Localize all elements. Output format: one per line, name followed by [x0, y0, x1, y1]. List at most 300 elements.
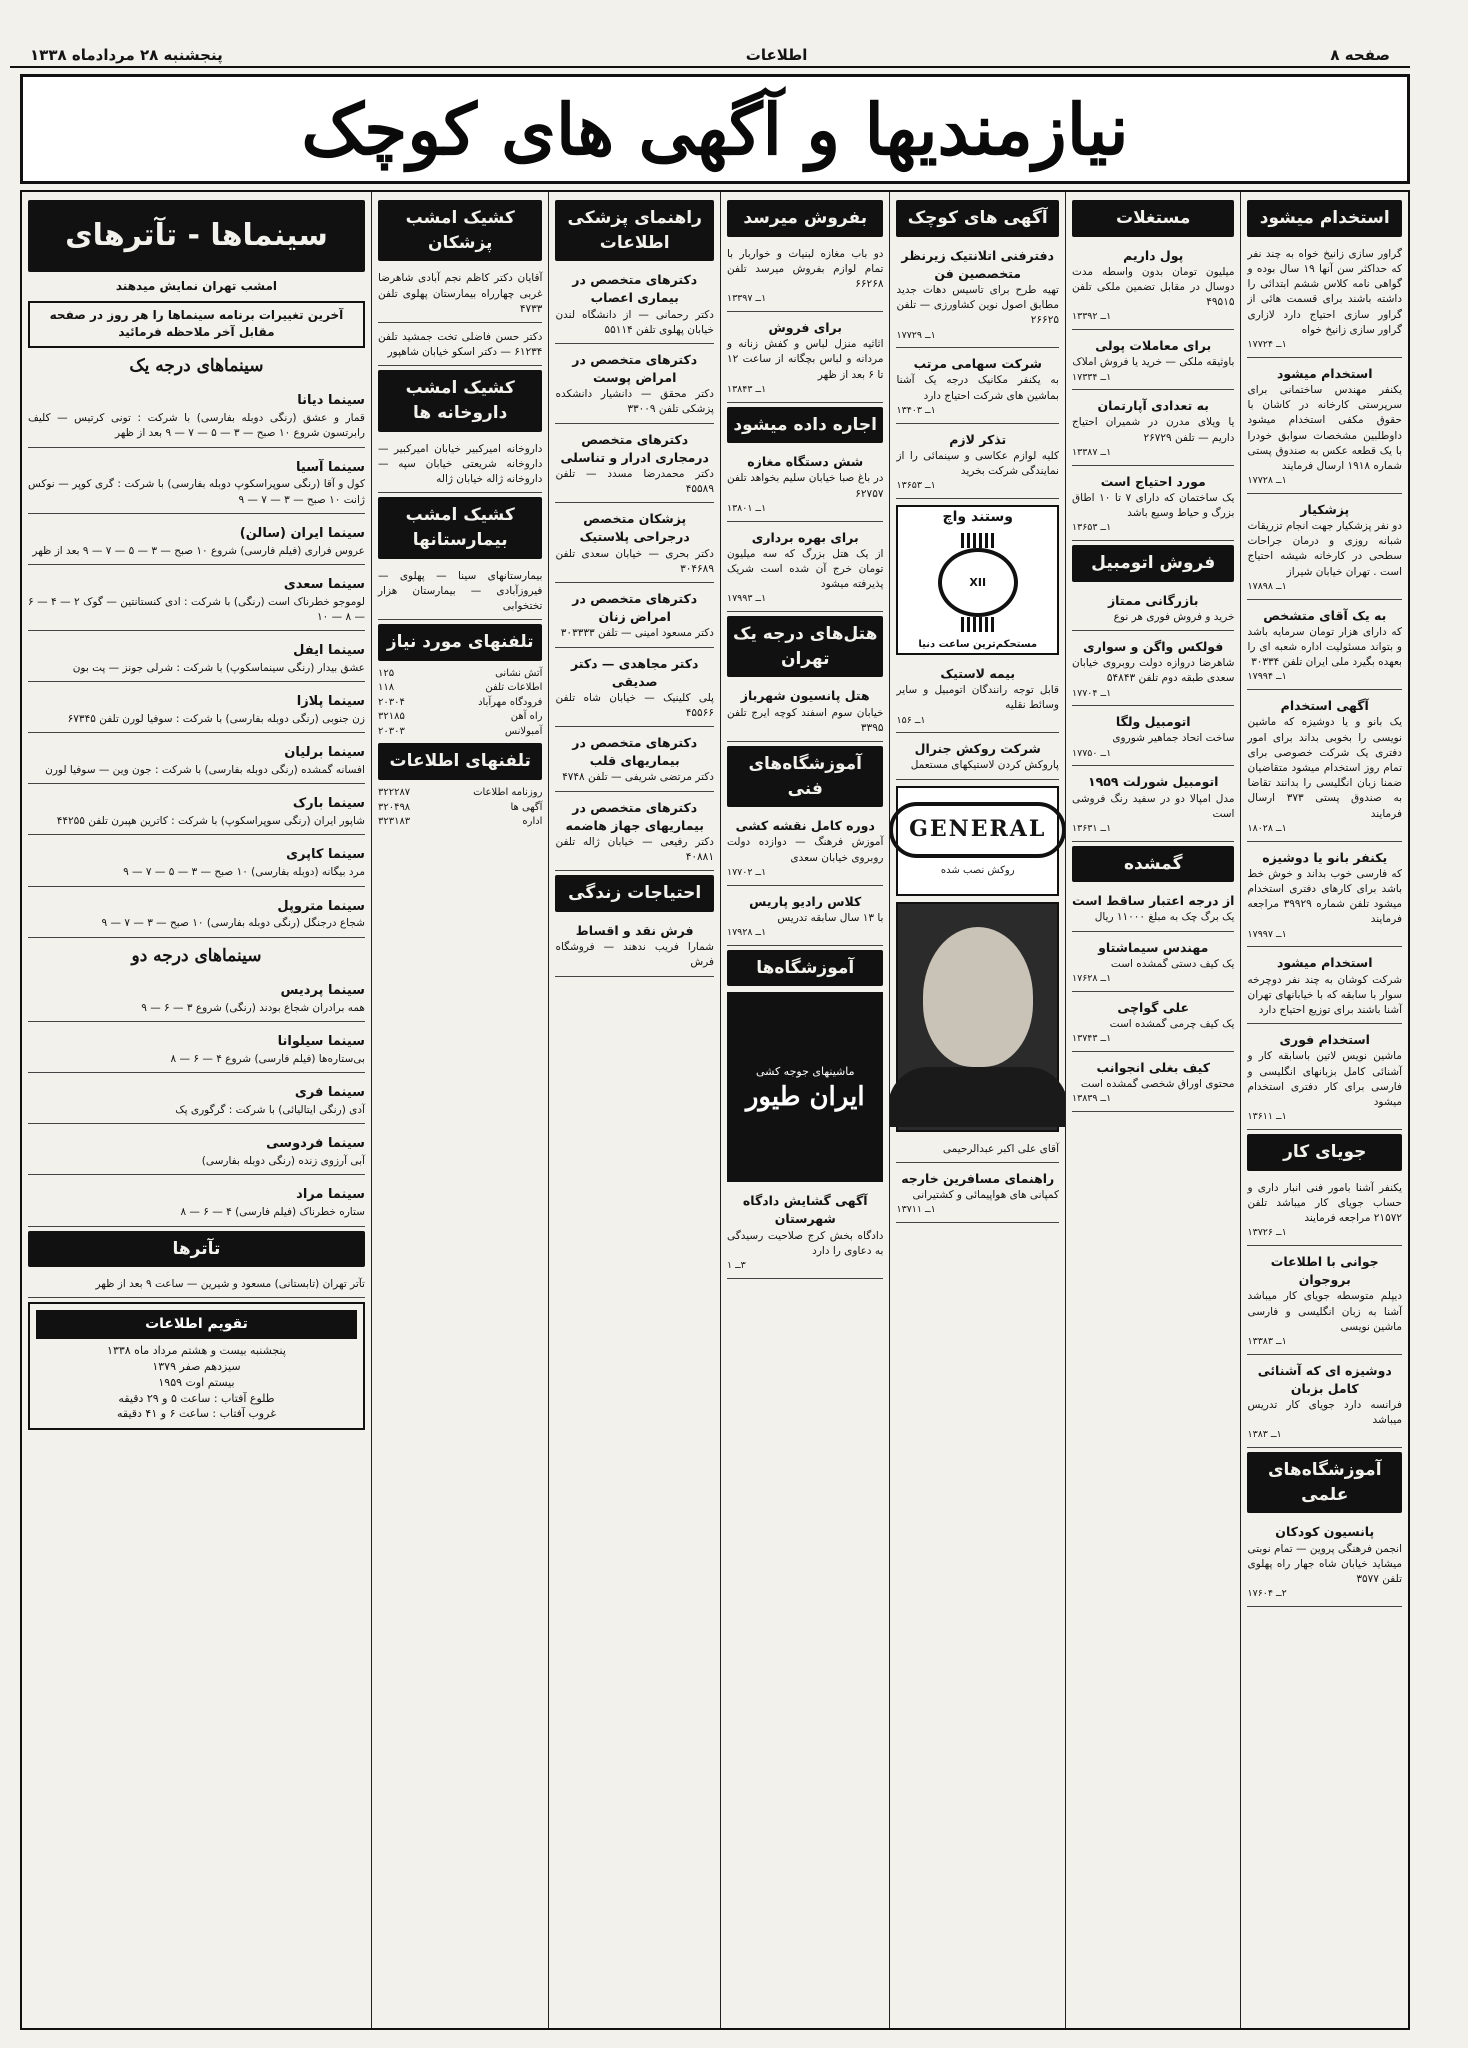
ad-item	[1247, 1027, 1402, 1130]
phone-name: فرودگاه مهرآباد	[478, 696, 543, 708]
section-header: مستغلات	[1072, 200, 1235, 237]
section-header: فروش اتومبیل	[1072, 545, 1235, 582]
ad-title: استخدام فوری	[1279, 1032, 1370, 1048]
section-header: هتل‌های درجه یک تهران	[727, 616, 884, 677]
ad-body: میلیون تومان بدون واسطه مدت دوسال در مقابل تضمین ملکی تلفن ۴۹۵۱۵	[1071, 265, 1235, 309]
ad-title: آگهی استخدام	[1280, 698, 1369, 714]
ad-item	[555, 651, 714, 728]
ad-title: پانسیون کودکان	[1275, 1524, 1375, 1540]
ad-item	[1247, 1177, 1402, 1246]
cinema-name: سینما فری	[294, 1085, 365, 1101]
ad-ref: ۱ــ ۱۳۳۸۷	[1071, 446, 1112, 458]
ad-body: در باغ صبا خیابان سلیم بخواهد تلفن ۶۲۷۵۷	[726, 472, 884, 500]
cinema-info: آبی آرزوی زنده (رنگی دوبله بفارسی)	[201, 1155, 365, 1168]
phone-number: ۳۲۱۸۵	[377, 711, 405, 723]
cinema-info: لوموجو خطرناک است (رنگی) با شرکت : ادی کنستانتین — گوک ۲ — ۴ — ۶ — ۸ — ۱۰	[28, 595, 365, 623]
calendar-box	[28, 1302, 365, 1430]
ad-body: دکتر محقق — دانشیار دانشکده پزشکی تلفن ۳۳۰۰۹	[555, 388, 714, 416]
theater-info: تآتر تهران (تابستانی) مسعود و شیرین — ساعت ۹ بعد از ظهر	[28, 1273, 365, 1298]
ad-body: دکتر رحمانی — از دانشگاه لندن خیابان پهلوی تلفن ۵۵۱۱۴	[555, 308, 714, 336]
ad-body: داروخانه امیرکبیر خیابان امیرکبیر — داروخانه شریعتی خیابان سپه — داروخانه ژاله خیابان ژاله	[377, 442, 543, 486]
ad-ref: ۱ــ ۱۷۷۵۰	[1071, 747, 1112, 759]
poultry-advert	[727, 992, 884, 1182]
ad-item	[727, 525, 884, 613]
ad-title: بازرگانی ممتاز	[1107, 592, 1199, 608]
phone-name: راه آهن	[510, 711, 543, 723]
ad-title: مورد احتیاج است	[1100, 473, 1206, 489]
ad-body: دو نفر پزشکیار جهت انجام تزریقات شبانه روزی و درمان جراحات سطحی در کارخانه شیشه احتیاج است . تهران خیابان شیراز	[1247, 520, 1402, 578]
ad-ref: ۱ــ ۱۳۳۹۷	[726, 293, 767, 305]
ad-title: دکترهای متخصص در امراض پوست	[572, 351, 698, 386]
ad-item	[555, 427, 714, 504]
portrait-suit	[889, 1067, 1065, 1127]
ad-item	[1072, 634, 1235, 706]
phone-row	[378, 815, 543, 830]
ad-body: کمپانی های هواپیمائی و کشتیرانی	[912, 1188, 1059, 1201]
ad-list	[896, 243, 1059, 499]
cinema-name: سینما سعدی	[283, 576, 365, 592]
cinema-name: سینما کاپری	[286, 847, 365, 863]
flyer-title: ایران طیور	[745, 1082, 865, 1113]
cinema-info: شجاع درجنگل (رنگی دوبله بفارسی) ۱۰ صبح — ۳ — ۷ — ۹	[101, 917, 365, 930]
phone-name: روزنامه اطلاعات	[473, 787, 543, 799]
ad-body: بیمارستانهای سینا — پهلوی — فیروزآبادی — بیمارستان هزار تختخوابی	[377, 569, 543, 613]
cinema-name: سینما ایران (سالن)	[239, 525, 365, 541]
ad-body: گراور سازی زانیخ خواه به چند نفر که حداکثر سن آنها ۱۹ سال بوده و گواهی نامه کلاس ششم ابتدائی را داشته باشند برای قسمت هائی از گراور سازی احتیاج دارد لازاری گراور سازی زانیخ خواه	[1247, 247, 1403, 336]
ad-ref: ۱ــ ۱۳۳۸۳	[1247, 1335, 1287, 1347]
calendar-line: بیستم اوت ۱۹۵۹	[158, 1375, 235, 1389]
section-header: تلفنهای اطلاعات	[378, 743, 543, 780]
ad-title: مهندس سیماشتاو	[1098, 939, 1209, 955]
ad-title: پزشکیار	[1300, 501, 1350, 517]
ad-list	[727, 1188, 884, 1278]
phone-row	[378, 786, 543, 801]
ad-body: ماشین نویس لاتین باسابقه کار و آشنائی کامل بزبانهای انگلیسی و فارسی برای کار دفتری استخدام میشود	[1247, 1050, 1402, 1108]
ad-item	[1072, 709, 1235, 766]
masthead-title: نیازمندیها و آگهی های کوچک	[301, 87, 1129, 171]
ad-list	[378, 565, 543, 621]
ad-item	[1072, 333, 1235, 390]
ad-ref: ۱ــ ۱۷۳۳۴	[1071, 371, 1112, 383]
ad-item	[1247, 845, 1402, 948]
ad-list	[1072, 588, 1235, 842]
cinema-item	[28, 1178, 365, 1226]
cinema-header: سینماها - تآترهای	[28, 200, 365, 272]
cinema-subtitle: امشب تهران نمایش میدهند	[115, 278, 278, 293]
ad-list	[1247, 1177, 1402, 1449]
watch-dial-icon: XII	[938, 548, 1018, 617]
ad-list	[378, 438, 543, 494]
ad-item	[555, 586, 714, 647]
ad-title: دکترهای متخصص درمجاری ادرار و تناسلی	[560, 431, 709, 465]
cinema-name: سینما برلیان	[284, 745, 365, 761]
ad-item	[1072, 769, 1235, 841]
phone-number: ۳۲۲۲۸۷	[377, 787, 411, 799]
ad-title: اتومبیل شورلت ۱۹۵۹	[1088, 774, 1219, 790]
ad-ref: ۱ــ ۱۳۴۰۳	[896, 404, 936, 416]
ad-title: پول داریم	[1123, 247, 1184, 263]
ad-item	[727, 1188, 884, 1278]
ad-item	[1072, 1055, 1235, 1112]
ad-title: پزشکان متخصص درجراحی پلاستیک	[579, 511, 690, 545]
cinema-item	[28, 517, 365, 565]
cinema-info: افسانه گمشده (رنگی دوبله بفارسی) با شرکت : جون وین — سوفیا لورن	[45, 764, 365, 777]
ad-body: دکتر محمدرضا مسدد — تلفن ۴۵۵۸۹	[555, 467, 714, 496]
ad-title: فولکس واگن و سواری	[1083, 638, 1224, 654]
ad-title: یکنفر بانو یا دوشیزه	[1262, 849, 1388, 865]
ad-item	[896, 661, 1059, 733]
ad-title: تذکر لازم	[949, 431, 1007, 447]
ad-body: دکتر مرتضی شریفی — تلفن ۴۷۴۸	[562, 771, 714, 784]
column-small-ads	[889, 192, 1065, 2028]
cinema-name: سینما فردوسی	[266, 1136, 365, 1152]
ad-item	[727, 813, 884, 885]
ad-item	[727, 315, 884, 403]
ad-list	[555, 267, 714, 871]
ad-ref: ۱ــ ۱۷۹۹۷	[1247, 928, 1287, 940]
ad-body: یکنفر مهندس ساختمانی برای سرپرستی کارخانه در کاشان با حقوق مکفی استخدام میشود داوطلبین مشخصات سوابق خودرا با یک قطعه عکس به صندوق پستی شماره ۱۹۱۸ ارسال فرمایند	[1247, 383, 1402, 472]
ad-title: برای بهره برداری	[751, 529, 859, 545]
ad-item	[1072, 995, 1235, 1052]
ad-item	[378, 565, 543, 621]
ad-body: دکتر مسعود امینی — تلفن ۳۰۳۳۳۳	[560, 627, 714, 640]
ad-item	[555, 918, 714, 977]
cinema-name: سینما پلازا	[296, 694, 365, 710]
cinema-item	[28, 974, 365, 1022]
phone-row	[378, 801, 543, 816]
ad-item	[896, 427, 1059, 499]
ad-title: از درجه اعتبار ساقط است	[1072, 893, 1235, 909]
ad-list	[727, 449, 884, 612]
ad-columns	[20, 190, 1410, 2030]
ad-body: آقایان دکتر کاظم نجم آبادی شاهرضا غربی چهارراه بیمارستان پهلوی تلفن ۴۷۳۳	[377, 272, 543, 315]
ad-list	[727, 243, 884, 403]
ad-body: تهیه طرح برای تاسیس دهات جدید مطابق اصول نوین کشاورزی — تلفن ۲۶۶۲۵	[896, 283, 1059, 327]
ad-list	[1072, 243, 1235, 541]
ad-body: به یکنفر مکانیک درجه یک آشنا بماشین های شرکت احتیاج دارد	[896, 374, 1059, 402]
ad-body: کلیه لوازم عکاسی و سینمائی را از نمایندگی شرکت بخرید	[896, 449, 1059, 477]
ad-title: استخدام میشود	[1276, 365, 1373, 381]
ad-title: برای معاملات پولی	[1095, 338, 1212, 354]
ad-body: یک ساختمان که دارای ۷ تا ۱۰ اطاق بزرگ و حیاط وسیع باشد	[1071, 491, 1235, 519]
ad-ref: ۱ــ ۱۷۹۹۴	[1247, 671, 1287, 683]
ad-list	[727, 683, 884, 742]
column-on-call	[371, 192, 549, 2028]
cinema-item	[28, 685, 365, 733]
ad-body: دیپلم متوسطه جویای کار میباشد آشنا به زبان انگلیسی و فارسی ماشین نویسی	[1247, 1290, 1402, 1333]
ad-title: دکتر مجاهدی — دکتر صدیقی	[570, 655, 699, 689]
flyer-sub: ماشینهای جوجه کشی	[755, 1064, 855, 1078]
ad-item	[555, 506, 714, 583]
ad-ref: ۱ــ ۱۷۷۲۸	[1247, 475, 1287, 487]
column-cinemas	[22, 192, 371, 2028]
calendar-line: طلوع آفتاب : ساعت ۵ و ۲۹ دقیقه	[118, 1391, 275, 1405]
section-header: تلفنهای مورد نیاز	[378, 624, 543, 661]
ad-body: دادگاه بخش کرج صلاحیت رسیدگی به دعاوی را دارد	[726, 1229, 884, 1257]
portrait-photo	[896, 902, 1059, 1132]
masthead	[20, 74, 1410, 184]
cinema-item	[28, 1127, 365, 1175]
phone-row	[378, 681, 543, 696]
section-header: آموزشگاه‌های فنی	[727, 746, 884, 807]
ad-body: یک بانو و یا دوشیزه که ماشین نویسی را بخوبی بداند برای امور دفتری یک شرکت خصوصی برای تمام روز استخدام میشود متقاضیان ضمنا زبان انگلیسی را بدانند تقاضا به صندوق پستی ۳۷۳ ارسال فرمایند	[1247, 716, 1402, 820]
ad-title: استخدام میشود	[1276, 955, 1373, 971]
cinema-item	[28, 1025, 365, 1073]
ad-ref: ۱ــ ۱۳۸۰۱	[726, 502, 767, 514]
column-employment	[1240, 192, 1408, 2028]
ad-title: دکترهای متخصص در بیماری اعصاب	[572, 272, 698, 306]
ad-title: جوانی با اطلاعات بروجوان	[1270, 1254, 1379, 1288]
cinema-item	[28, 787, 365, 835]
portrait-caption: آقای علی اکبر عبدالرحیمی	[896, 1138, 1059, 1163]
theater-header: تآترها	[28, 1231, 365, 1268]
ad-item	[727, 683, 884, 742]
ad-item	[1072, 888, 1235, 931]
phone-list	[378, 786, 543, 830]
cinema-info: کول و آقا (رنگی سوپراسکوپ دوبله بفارسی) با شرکت : گری کوپر — نوکس ژانت ۱۰ صبح — ۳ — ۷ — ۹	[28, 478, 365, 506]
cinema-item	[28, 736, 365, 784]
ad-title: کلاس رادیو پاریس	[749, 893, 862, 909]
ad-item	[1072, 935, 1235, 992]
watch-strap-icon	[961, 533, 995, 548]
ad-item	[1247, 1358, 1402, 1448]
ad-ref: ۱ــ ۱۳۶۵۳	[896, 480, 936, 492]
phone-number: ۳۲۰۴۹۸	[377, 801, 411, 813]
cinema-category: سینماهای درجه یک	[129, 355, 264, 376]
ad-ref: ۱ــ ۱۳۷۱۱	[896, 1204, 936, 1216]
ad-list	[1247, 243, 1402, 1130]
section-header: آموزشگاه‌های علمی	[1247, 1452, 1402, 1513]
page-date: پنجشنبه ۲۸ مردادماه ۱۳۳۸	[30, 46, 223, 64]
ad-ref: ۱ــ ۱۸۰۲۸	[1247, 822, 1287, 834]
phone-row	[378, 710, 543, 725]
phone-row	[378, 725, 543, 740]
ad-body: یک کیف دستی گمشده است	[1110, 957, 1235, 970]
ad-list	[555, 918, 714, 977]
general-logo: GENERAL	[889, 802, 1065, 858]
section-header: کشیک امشب داروخانه ها	[378, 370, 543, 431]
cinema-name: سینما سیلوانا	[277, 1034, 365, 1050]
section-header: راهنمای پزشکی اطلاعات	[555, 200, 714, 261]
section-header: احتیاجات زندگی	[555, 875, 714, 912]
ad-title: کیف بغلی انجوانب	[1096, 1059, 1210, 1075]
ad-ref: ۳ــ ۱	[726, 1260, 746, 1272]
cinema-name: سینما مراد	[296, 1187, 365, 1203]
ad-title: دکترهای متخصص در بیماریهای قلب	[572, 735, 698, 769]
ad-ref: ۱ــ ۱۷۸۹۸	[1247, 580, 1287, 592]
cinema-item	[28, 451, 365, 514]
ad-body: یا ویلای مدرن در شمیران احتیاج داریم — تلفن ۲۶۷۲۹	[1071, 416, 1235, 444]
cinema-name: سینما آسیا	[296, 459, 365, 475]
ad-body: آموزش فرهنگ — دوازده دولت روبروی خیابان سعدی	[726, 836, 884, 864]
ad-body: یک برگ چک به مبلغ ۱۱۰۰۰ ریال	[1094, 911, 1235, 924]
ad-item	[555, 730, 714, 791]
ad-body: فرانسه دارد جویای کار تدریس میباشد	[1247, 1398, 1402, 1427]
ad-body: باوثیقه ملکی — خرید یا فروش املاک	[1072, 356, 1235, 369]
section-header: اجاره داده میشود	[727, 407, 884, 444]
ad-item	[378, 326, 543, 366]
section-header: استخدام میشود	[1247, 200, 1402, 237]
ad-title: دوره کامل نقشه کشی	[735, 818, 875, 834]
ad-ref: ۱ــ ۱۷۷۰۴	[1071, 687, 1112, 699]
ad-item	[896, 1166, 1059, 1223]
ad-body: مدل امپالا دو در سفید رنگ فروشی است	[1071, 792, 1235, 820]
ad-ref: ۱ــ ۱۳۸۳	[1247, 1429, 1282, 1441]
cinema-name: سینما پردیس	[280, 983, 365, 999]
ad-body: ساخت اتحاد جماهیر شوروی	[1112, 732, 1235, 745]
cinema-info: عشق بیدار (رنگی سینماسکوپ) با شرکت : شرلی جونز — پت بون	[72, 662, 365, 675]
cinema-info: ستاره خطرناک (فیلم فارسی) ۴ — ۶ — ۸	[180, 1206, 365, 1219]
ad-ref: ۲ــ ۱۷۶۰۴	[1247, 1588, 1287, 1600]
phone-number: ۳۲۳۱۸۳	[377, 816, 411, 828]
watch-advert	[896, 505, 1059, 655]
ad-list	[896, 1166, 1059, 1223]
cinema-name: سینما متروپل	[277, 898, 365, 914]
ad-item	[1072, 588, 1235, 631]
ad-ref: ۱ــ ۱۷۹۹۳	[726, 593, 767, 605]
ad-ref: ۱ــ ۱۷۷۲۴	[1247, 338, 1287, 350]
ad-body: شرکت کوشان به چند نفر دوچرخه سوار با سابقه که با خیابانهای تهران آشنا باشند برای توزیع احتیاج دارد	[1247, 973, 1402, 1016]
cinema-notice: آخرین تغییرات برنامه سینماها را هر روز در صفحه مقابل آخر ملاحظه فرمائید	[28, 301, 365, 348]
ad-title: شش دستگاه مغازه	[747, 454, 864, 470]
ad-title: علی گواچی	[1117, 999, 1190, 1015]
phone-name: آتش نشانی	[495, 667, 543, 679]
ad-title: دفترفنی اتلانتیک زیرنظر متخصصین فن	[901, 247, 1055, 281]
calendar-title: تقویم اطلاعات	[36, 1310, 357, 1338]
ad-body: خرید و فروش فوری هر نوع	[1113, 610, 1235, 623]
ad-body: شاهرضا دروازه دولت روبروی خیابان سعدی طبقه دوم تلفن ۵۴۸۴۳	[1071, 657, 1235, 685]
ad-title: آگهی گشایش دادگاه شهرستان	[742, 1193, 868, 1227]
paper-name: اطلاعات	[745, 46, 808, 64]
cinema-name: سینما بارک	[292, 796, 365, 812]
cinema-info: شاپور ایران (رنگی سوپراسکوپ) با شرکت : کاترین هپبرن تلفن ۴۴۲۵۵	[56, 815, 365, 828]
cinema-info: قمار و عشق (رنگی دوبله بفارسی) با شرکت : تونی کرتیس — کلیف رابرتسون شروع ۱۰ صبح — ۳ — ۵ — ۷ — ۹ بعد از ظهر	[28, 412, 365, 440]
ad-item	[896, 736, 1059, 779]
ad-body: اثاثیه منزل لباس و کفش زنانه و مردانه و لباس بچگانه از ساعت ۱۲ تا ۶ بعد از ظهر	[726, 338, 884, 381]
ad-body: از یک هتل بزرگ که سه میلیون تومان خرج آن شده است شریک پذیرفته میشود	[726, 547, 884, 591]
cinema-item	[28, 838, 365, 886]
ad-body: قابل توجه رانندگان اتومبیل و سایر وسائط نقلیه	[896, 684, 1059, 712]
ad-body: که فارسی خوب بداند و خوش خط باشد برای کارهای دفتری استخدام میشود تلفن شماره ۳۹۹۲۹ مراجعه فرمایند	[1247, 867, 1403, 926]
ad-item	[727, 449, 884, 521]
ad-title: اتومبیل ولگا	[1115, 714, 1191, 730]
phone-number: ۱۲۵	[377, 667, 395, 679]
cinema-name: سینما ایفل	[293, 643, 365, 659]
cinema-info: عروس فراری (فیلم فارسی) شروع ۱۰ صبح — ۳ — ۵ — ۷ — ۹ بعد از ظهر	[32, 544, 365, 557]
portrait-face	[923, 927, 1033, 1067]
ad-body: یک کیف چرمی گمشده است	[1109, 1017, 1235, 1030]
ad-item	[1247, 361, 1402, 494]
ad-body: پاروکش کردن لاستیکهای مستعمل	[910, 759, 1059, 772]
cinema-item	[28, 634, 365, 682]
ad-body: با ۱۳ سال سابقه تدریس	[777, 911, 884, 924]
ad-title: هتل پانسیون شهرباز	[740, 688, 870, 704]
ad-body: دکتر بحری — خیابان سعدی تلفن ۳۰۴۶۸۹	[555, 547, 714, 575]
ad-item	[378, 267, 543, 323]
ad-ref: ۱ــ ۱۳۸۳۹	[1071, 1093, 1112, 1105]
ad-ref: ۱ــ ۱۳۷۴۳	[1071, 1033, 1112, 1045]
ad-title: دوشیزه ای که آشنائی کامل بزبان	[1257, 1362, 1392, 1396]
section-header: آموزشگاه‌ها	[727, 950, 884, 987]
ad-body: خیابان سوم اسفند کوچه ایرج تلفن ۳۳۹۵	[726, 706, 884, 734]
ad-title: شرکت سهامی مرتب	[913, 356, 1042, 372]
watch-caption: مستحکم‌ترین ساعت دنیا	[918, 639, 1038, 651]
ad-body: که دارای هزار تومان سرمایه باشد و بتواند مسئولیت اداره شعبه ای را بعهده بگیرد ملی ایران تلفن ۳۰۳۳۴	[1247, 625, 1402, 669]
ad-item	[896, 351, 1059, 423]
phone-name: اطلاعات تلفن	[485, 682, 543, 694]
ad-title: دکترهای متخصص در امراض زنان	[572, 591, 698, 625]
phone-name: آمبولانس	[504, 725, 543, 737]
ad-title: فرش نقد و اقساط	[575, 922, 694, 938]
cinema-list	[28, 974, 365, 1226]
ad-list	[1072, 888, 1235, 1112]
ad-ref: ۱ــ ۱۳۳۹۲	[1071, 311, 1112, 323]
calendar-lines	[36, 1343, 357, 1423]
ad-item	[1072, 469, 1235, 541]
calendar-line: پنجشنبه بیست و هشتم مرداد ماه ۱۳۳۸	[107, 1343, 286, 1357]
ad-body: دکتر حسن فاضلی تخت جمشید تلفن ۶۱۲۳۴ — دکتر اسکو خیابان شاهپور	[377, 330, 543, 359]
ad-title: به تعدادی آپارتمان	[1097, 398, 1209, 414]
ad-title: برای فروش	[768, 320, 842, 336]
ad-ref: ۱ــ ۱۷۹۲۸	[726, 926, 767, 938]
page-number: صفحه ۸	[1330, 46, 1390, 64]
ad-item	[555, 795, 714, 872]
phone-list	[378, 667, 543, 740]
cinema-info: همه برادران شجاع بودند (رنگی) شروع ۳ — ۶ — ۹	[141, 1002, 365, 1015]
ad-ref: ۱ــ ۱۳۷۲۶	[1247, 1227, 1287, 1239]
ad-item	[1247, 693, 1402, 841]
ad-item	[1247, 1519, 1402, 1607]
cinema-item	[28, 890, 365, 938]
ad-item	[1247, 497, 1402, 600]
ad-ref: ۱ــ ۱۳۶۱۱	[1247, 1111, 1287, 1123]
ad-ref: ۱ــ ۱۷۷۲۹	[896, 329, 936, 341]
watch-strap-icon	[961, 617, 995, 632]
phone-number: ۲۰۳۰۴	[377, 696, 405, 708]
calendar-line: سیزدهم صفر ۱۳۷۹	[152, 1359, 241, 1373]
ad-title: دکترهای متخصص در بیماریهای جهاز هاضمه	[565, 799, 704, 833]
ad-body: یکنفر آشنا بامور فنی انبار داری و حساب جویای کار میباشد تلفن ۲۱۵۷۲ مراجعه فرمایند	[1247, 1181, 1402, 1225]
ad-item	[1072, 243, 1235, 331]
section-header: کشیک امشب بیمارستانها	[378, 497, 543, 558]
cinema-info: آدی (رنگی ایتالیائی) با شرکت : گرگوری پک	[175, 1104, 365, 1117]
ad-item	[727, 889, 884, 946]
column-realestate	[1065, 192, 1241, 2028]
ad-item	[555, 267, 714, 344]
page-header	[10, 44, 1410, 68]
ad-body: دو باب مغازه لبنیات و خواربار با تمام لوازم بفروش میرسد تلفن ۶۶۲۶۸	[726, 247, 884, 291]
cinema-info: بی‌ستاره‌ها (فیلم فارسی) شروع ۴ — ۶ — ۸	[170, 1053, 365, 1066]
ad-item	[1247, 603, 1402, 691]
ad-ref: ۱ــ ۱۳۶۵۳	[1071, 522, 1112, 534]
phone-name: اداره	[522, 816, 543, 828]
phone-name: آگهی ها	[510, 801, 543, 813]
watch-brand: وستند واچ	[942, 508, 1013, 525]
ad-item	[896, 243, 1059, 349]
ad-body: شمارا فریب ندهند — فروشگاه فرش	[555, 941, 714, 969]
ad-ref: ۱ــ ۱۳۸۴۳	[726, 383, 767, 395]
cinema-info: زن جنوبی (رنگی دوبله بفارسی) با شرکت : سوفیا لورن تلفن ۶۷۳۴۵	[67, 713, 365, 726]
general-caption: روکش نصب شده	[940, 865, 1015, 877]
ad-item	[1072, 393, 1235, 465]
column-medical	[548, 192, 720, 2028]
section-header: بفروش میرسد	[727, 200, 884, 237]
phone-row	[378, 667, 543, 682]
section-header: گمشده	[1072, 846, 1235, 883]
ad-item	[378, 438, 543, 494]
ad-body: محتوی اوراق شخصی گمشده است	[1080, 1078, 1235, 1091]
cinema-list	[28, 384, 365, 937]
